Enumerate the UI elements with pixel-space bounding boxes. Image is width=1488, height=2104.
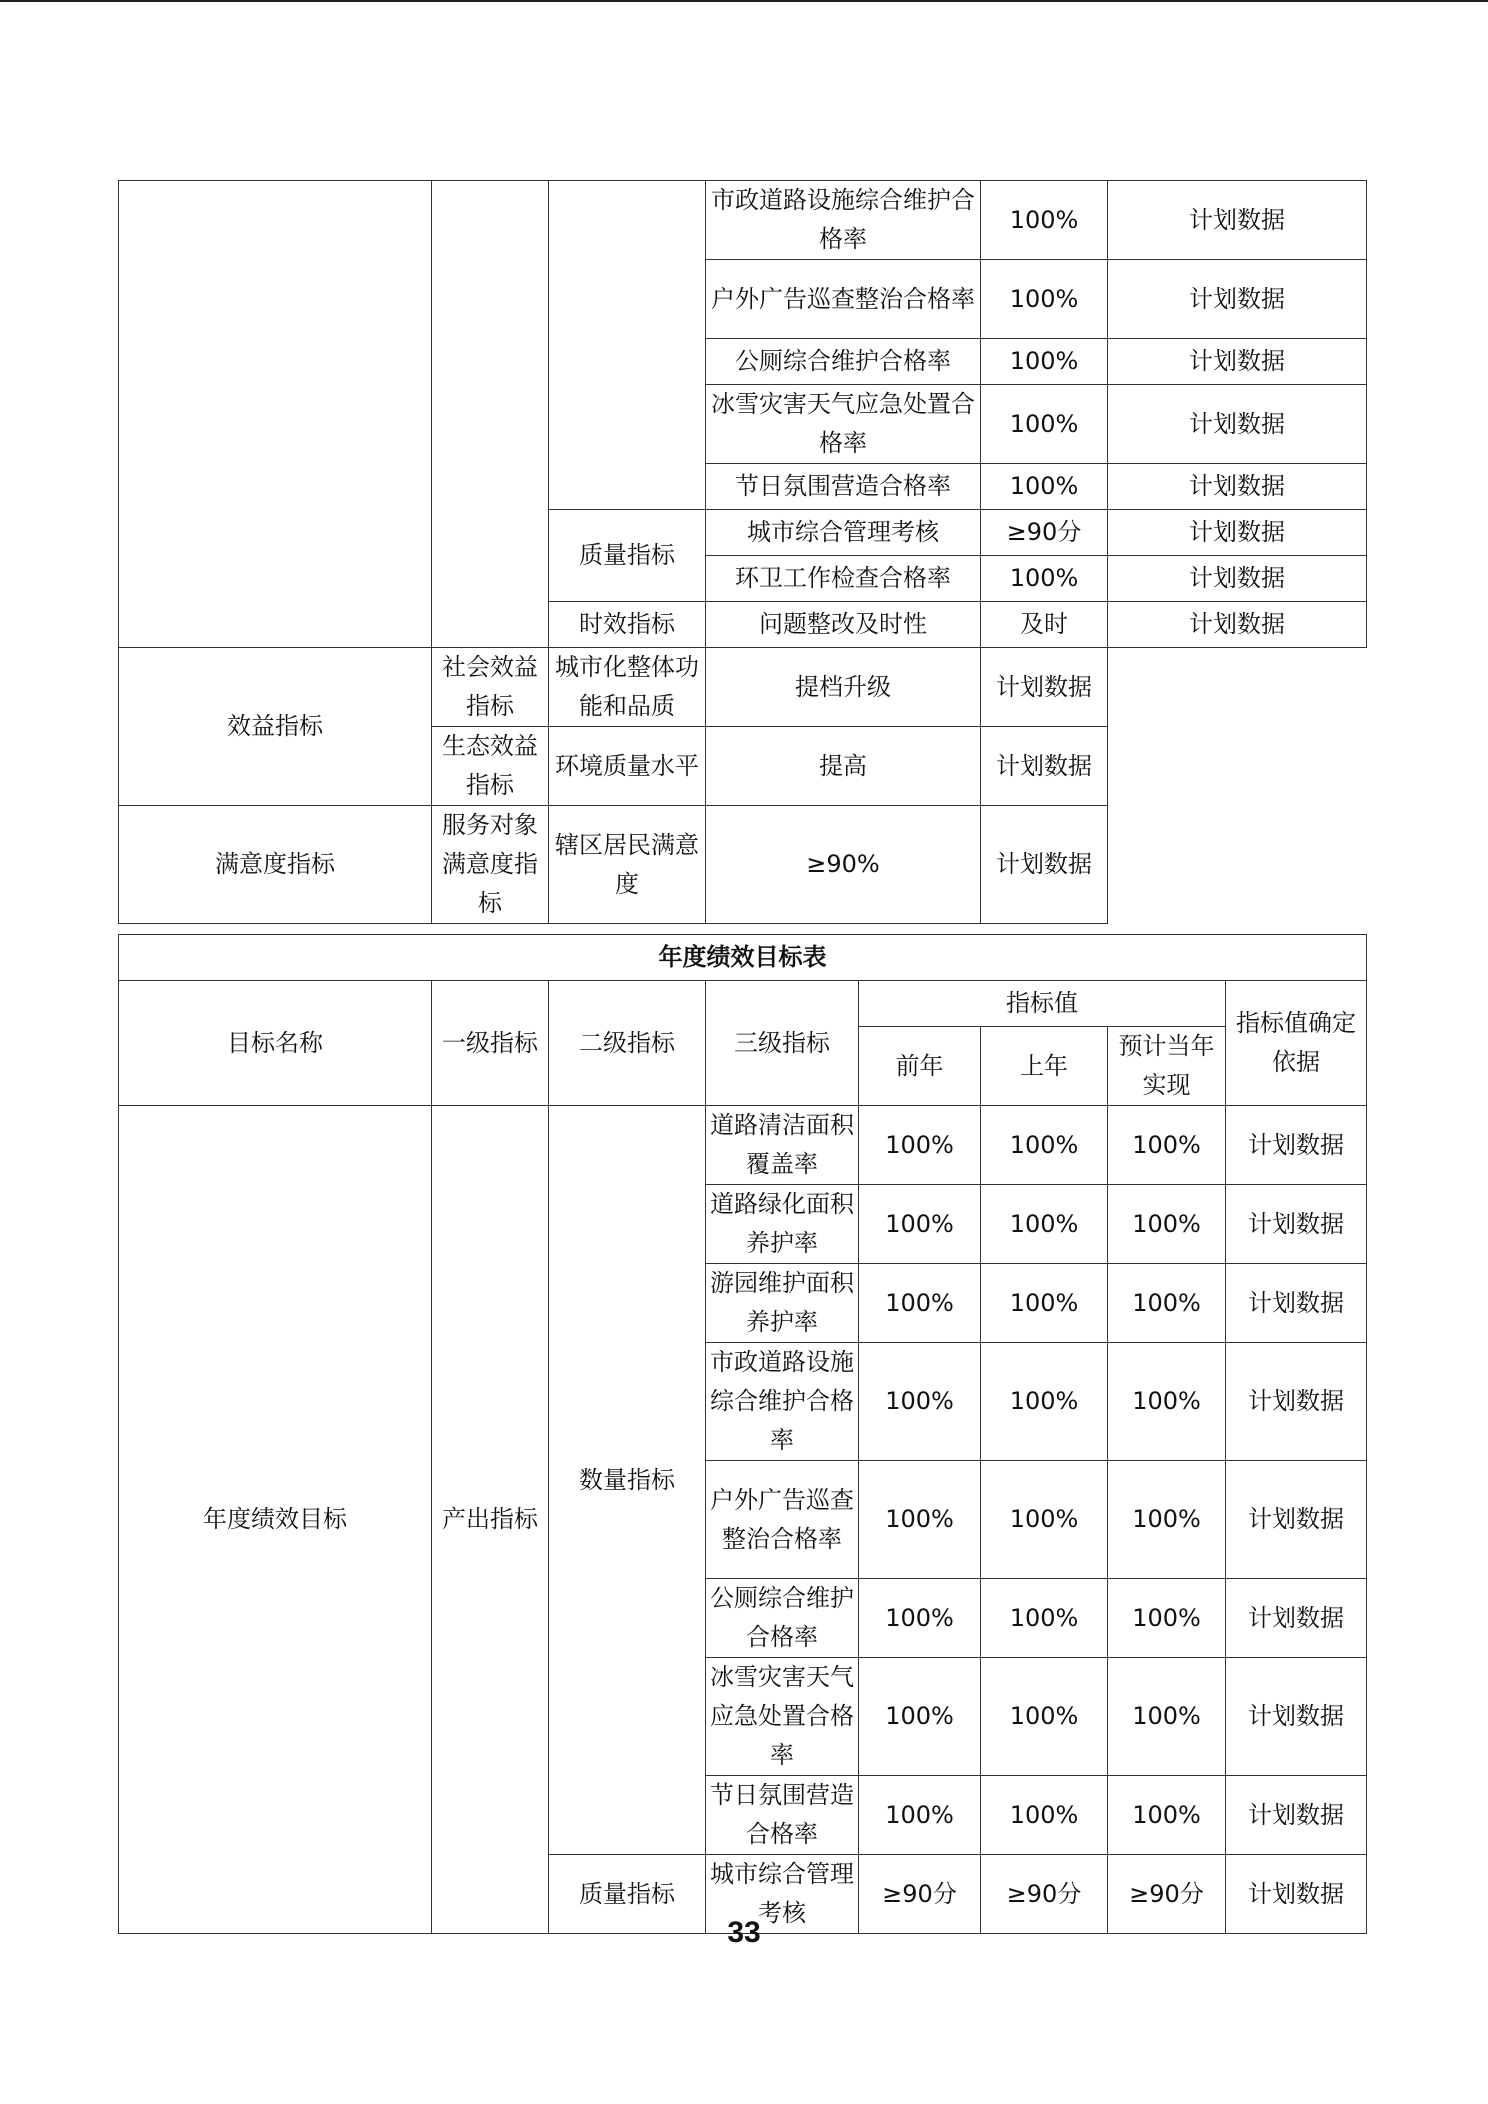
last-cell: 100%	[981, 1579, 1108, 1658]
basis-cell: 计划数据	[1108, 464, 1367, 510]
prev-cell: ≥90分	[859, 1855, 981, 1934]
basis-cell: 计划数据	[1226, 1579, 1367, 1658]
table-row	[119, 1106, 1367, 1185]
level3-cell: 市政道路设施综合维护合格率	[706, 181, 981, 260]
basis-cell: 计划数据	[1226, 1185, 1367, 1264]
level3-cell: 道路绿化面积养护率	[706, 1185, 859, 1264]
prev-cell: 100%	[859, 1461, 981, 1579]
level3-cell: 环卫工作检查合格率	[706, 556, 981, 602]
prev-cell: 100%	[859, 1658, 981, 1776]
level3-cell: 游园维护面积养护率	[706, 1264, 859, 1343]
table-row	[119, 181, 1367, 260]
value-cell: 100%	[981, 339, 1108, 385]
basis-cell: 计划数据	[1108, 602, 1367, 648]
basis-cell: 计划数据	[1226, 1106, 1367, 1185]
last-cell: 100%	[981, 1461, 1108, 1579]
level1-cell: 效益指标	[119, 648, 432, 806]
basis-cell: 计划数据	[1226, 1855, 1367, 1934]
basis-cell: 计划数据	[981, 806, 1108, 924]
level3-cell: 城市化整体功能和品质	[549, 648, 706, 727]
level2-cell: 社会效益指标	[432, 648, 549, 727]
header-value-group: 指标值	[859, 981, 1226, 1027]
value-cell: 提高	[706, 727, 981, 806]
last-cell: 100%	[981, 1106, 1108, 1185]
value-cell: 100%	[981, 556, 1108, 602]
basis-cell: 计划数据	[1108, 510, 1367, 556]
level3-cell: 冰雪灾害天气应急处置合格率	[706, 1658, 859, 1776]
prev-cell: 100%	[859, 1776, 981, 1855]
blank-level1-cell	[432, 181, 549, 648]
basis-cell: 计划数据	[1226, 1776, 1367, 1855]
prev-cell: 100%	[859, 1579, 981, 1658]
level3-cell: 节日氛围营造合格率	[706, 1776, 859, 1855]
basis-cell: 计划数据	[1108, 260, 1367, 339]
level3-cell: 环境质量水平	[549, 727, 706, 806]
basis-cell: 计划数据	[1226, 1461, 1367, 1579]
table-title-row	[119, 935, 1367, 981]
level2-cell: 质量指标	[549, 1855, 706, 1934]
expected-cell: 100%	[1108, 1343, 1226, 1461]
level3-cell: 辖区居民满意度	[549, 806, 706, 924]
level3-cell: 市政道路设施综合维护合格率	[706, 1343, 859, 1461]
last-cell: 100%	[981, 1185, 1108, 1264]
blank-goal-cell	[119, 181, 432, 648]
blank-level2-cell	[549, 181, 706, 510]
expected-cell: 100%	[1108, 1106, 1226, 1185]
indicator-table-continued	[118, 180, 1367, 924]
prev-cell: 100%	[859, 1264, 981, 1343]
basis-cell: 计划数据	[1108, 339, 1367, 385]
header-level3: 三级指标	[706, 981, 859, 1106]
level1-cell: 产出指标	[432, 1106, 549, 1934]
last-cell: 100%	[981, 1264, 1108, 1343]
value-cell: 100%	[981, 181, 1108, 260]
level3-cell: 户外广告巡查整治合格率	[706, 1461, 859, 1579]
level3-cell: 冰雪灾害天气应急处置合格率	[706, 385, 981, 464]
goal-name-cell: 年度绩效目标	[119, 1106, 432, 1934]
level3-cell: 公厕综合维护合格率	[706, 1579, 859, 1658]
expected-cell: 100%	[1108, 1461, 1226, 1579]
level3-cell: 节日氛围营造合格率	[706, 464, 981, 510]
header-level2: 二级指标	[549, 981, 706, 1106]
level2-cell: 服务对象满意度指标	[432, 806, 549, 924]
value-cell: 及时	[981, 602, 1108, 648]
page-number: 33	[727, 1916, 761, 1949]
value-cell: 提档升级	[706, 648, 981, 727]
basis-cell: 计划数据	[1108, 181, 1367, 260]
basis-cell: 计划数据	[1226, 1343, 1367, 1461]
expected-cell: ≥90分	[1108, 1855, 1226, 1934]
page-top-border	[0, 0, 1488, 2]
expected-cell: 100%	[1108, 1579, 1226, 1658]
header-expected: 预计当年实现	[1108, 1027, 1226, 1106]
level3-cell: 公厕综合维护合格率	[706, 339, 981, 385]
basis-cell: 计划数据	[1108, 385, 1367, 464]
prev-cell: 100%	[859, 1106, 981, 1185]
level3-cell: 户外广告巡查整治合格率	[706, 260, 981, 339]
expected-cell: 100%	[1108, 1776, 1226, 1855]
level3-cell: 问题整改及时性	[706, 602, 981, 648]
basis-cell: 计划数据	[1226, 1658, 1367, 1776]
value-cell: 100%	[981, 260, 1108, 339]
value-cell: 100%	[981, 385, 1108, 464]
level2-cell: 数量指标	[549, 1106, 706, 1855]
basis-cell: 计划数据	[1226, 1264, 1367, 1343]
basis-cell: 计划数据	[981, 648, 1108, 727]
expected-cell: 100%	[1108, 1264, 1226, 1343]
header-row	[119, 981, 1367, 1027]
basis-cell: 计划数据	[1108, 556, 1367, 602]
header-level1: 一级指标	[432, 981, 549, 1106]
last-cell: 100%	[981, 1658, 1108, 1776]
value-cell: 100%	[981, 464, 1108, 510]
level2-cell: 生态效益指标	[432, 727, 549, 806]
table-row	[119, 806, 1367, 924]
header-basis: 指标值确定依据	[1226, 981, 1367, 1106]
last-cell: 100%	[981, 1343, 1108, 1461]
header-last-year: 上年	[981, 1027, 1108, 1106]
annual-target-table	[118, 934, 1367, 1934]
last-cell: ≥90分	[981, 1855, 1108, 1934]
table-title: 年度绩效目标表	[119, 935, 1367, 981]
value-cell: ≥90分	[981, 510, 1108, 556]
last-cell: 100%	[981, 1776, 1108, 1855]
expected-cell: 100%	[1108, 1185, 1226, 1264]
header-prev-year: 前年	[859, 1027, 981, 1106]
level2-cell: 时效指标	[549, 602, 706, 648]
value-cell: ≥90%	[706, 806, 981, 924]
level3-cell: 城市综合管理考核	[706, 510, 981, 556]
prev-cell: 100%	[859, 1185, 981, 1264]
level2-cell: 质量指标	[549, 510, 706, 602]
prev-cell: 100%	[859, 1343, 981, 1461]
basis-cell: 计划数据	[981, 727, 1108, 806]
table-row	[119, 648, 1367, 727]
level1-cell: 满意度指标	[119, 806, 432, 924]
header-goal-name: 目标名称	[119, 981, 432, 1106]
level3-cell: 城市综合管理考核	[706, 1855, 859, 1934]
expected-cell: 100%	[1108, 1658, 1226, 1776]
level3-cell: 道路清洁面积覆盖率	[706, 1106, 859, 1185]
